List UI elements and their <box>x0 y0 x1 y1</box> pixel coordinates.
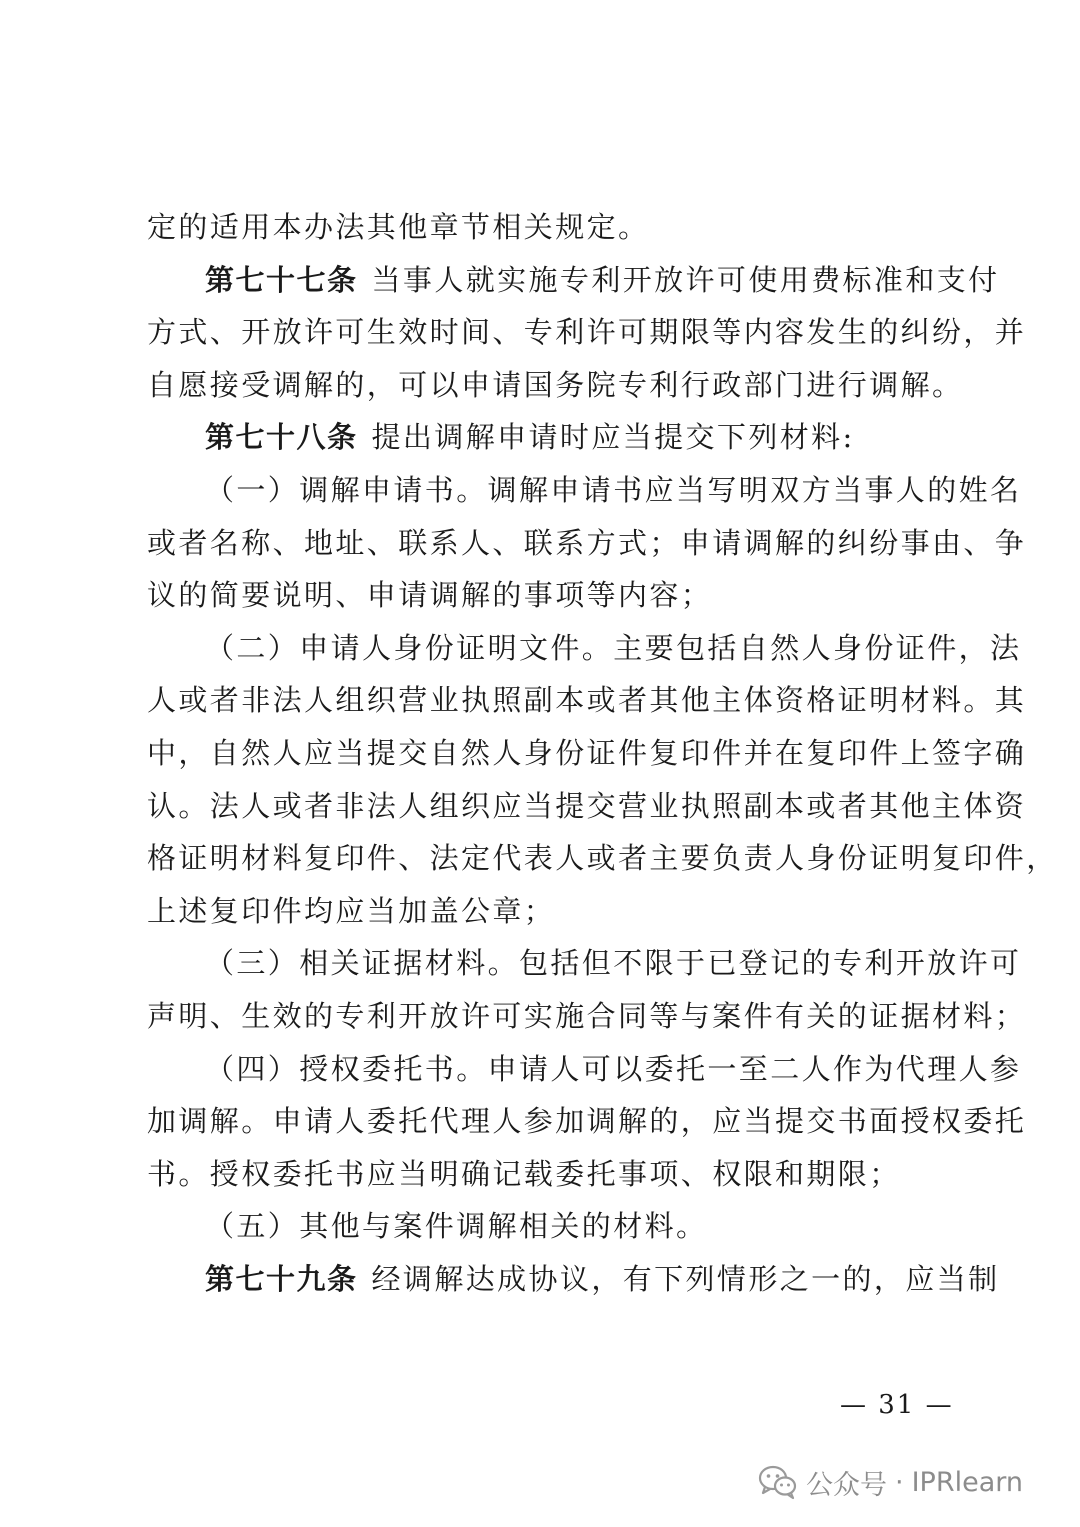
text-line <box>147 673 1027 727</box>
text-line <box>205 621 1022 675</box>
line-text: （二）申请人身份证明文件。主要包括自然人身份证件，法 <box>205 631 1022 665</box>
line-text: （五）其他与案件调解相关的材料。 <box>205 1209 708 1243</box>
text-line <box>147 200 947 254</box>
text-line <box>147 1147 947 1201</box>
line-text: 经调解达成协议，有下列情形之一的，应当制 <box>371 1262 1000 1296</box>
text-line <box>147 779 1027 833</box>
text-line <box>147 989 1027 1043</box>
text-line <box>147 305 1027 359</box>
text-line <box>205 1199 947 1253</box>
text-line <box>147 884 947 938</box>
article-title: 第七十九条 <box>205 1262 358 1296</box>
line-text: 格证明材料复印件、法定代表人或者主要负责人身份证明复印件， <box>147 841 1058 875</box>
line-text: 认。法人或者非法人组织应当提交营业执照副本或者其他主体资 <box>147 789 1027 823</box>
text-line <box>205 463 1022 517</box>
line-text: 书。授权委托书应当明确记载委托事项、权限和期限； <box>147 1157 901 1191</box>
line-text: 当事人就实施专利开放许可使用费标准和支付 <box>371 263 1000 297</box>
line-text: 方式、开放许可生效时间、专利许可期限等内容发生的纠纷，并 <box>147 315 1027 349</box>
line-text: 或者名称、地址、联系人、联系方式；申请调解的纠纷事由、争 <box>147 526 1027 560</box>
line-text: （三）相关证据材料。包括但不限于已登记的专利开放许可 <box>205 946 1022 980</box>
line-text: 定的适用本办法其他章节相关规定。 <box>147 210 650 244</box>
text-line <box>147 726 1027 780</box>
line-text: 提出调解申请时应当提交下列材料: <box>371 420 855 454</box>
article-line <box>205 1252 1000 1306</box>
wechat-icon <box>758 1464 798 1500</box>
line-text: 上述复印件均应当加盖公章； <box>147 894 556 928</box>
watermark-account: 公众号 <box>806 1469 887 1501</box>
article-line <box>205 410 947 464</box>
watermark <box>758 1458 1023 1506</box>
article-line <box>205 253 1000 307</box>
article-title: 第七十八条 <box>205 420 358 454</box>
text-line <box>147 516 1027 570</box>
line-text: 中，自然人应当提交自然人身份证件复印件并在复印件上签字确 <box>147 736 1027 770</box>
page-number: — 31 — <box>840 1390 954 1420</box>
line-text: 声明、生效的专利开放许可实施合同等与案件有关的证据材料； <box>147 999 1027 1033</box>
line-text: 自愿接受调解的，可以申请国务院专利行政部门进行调解。 <box>147 368 964 402</box>
watermark-separator: · <box>895 1466 904 1498</box>
watermark-name: IPRlearn <box>911 1466 1023 1498</box>
text-line <box>147 568 947 622</box>
line-text: 议的简要说明、申请调解的事项等内容； <box>147 578 713 612</box>
text-line <box>147 831 1058 885</box>
text-line <box>147 1094 1027 1148</box>
text-line <box>205 1042 1022 1096</box>
line-text: 加调解。申请人委托代理人参加调解的，应当提交书面授权委托 <box>147 1104 1027 1138</box>
text-line <box>205 936 1022 990</box>
line-text: （四）授权委托书。申请人可以委托一至二人作为代理人参 <box>205 1052 1022 1086</box>
line-text: 人或者非法人组织营业执照副本或者其他主体资格证明材料。其 <box>147 683 1027 717</box>
article-title: 第七十七条 <box>205 263 358 297</box>
line-text: （一）调解申请书。调解申请书应当写明双方当事人的姓名 <box>205 473 1022 507</box>
text-line <box>147 358 964 412</box>
